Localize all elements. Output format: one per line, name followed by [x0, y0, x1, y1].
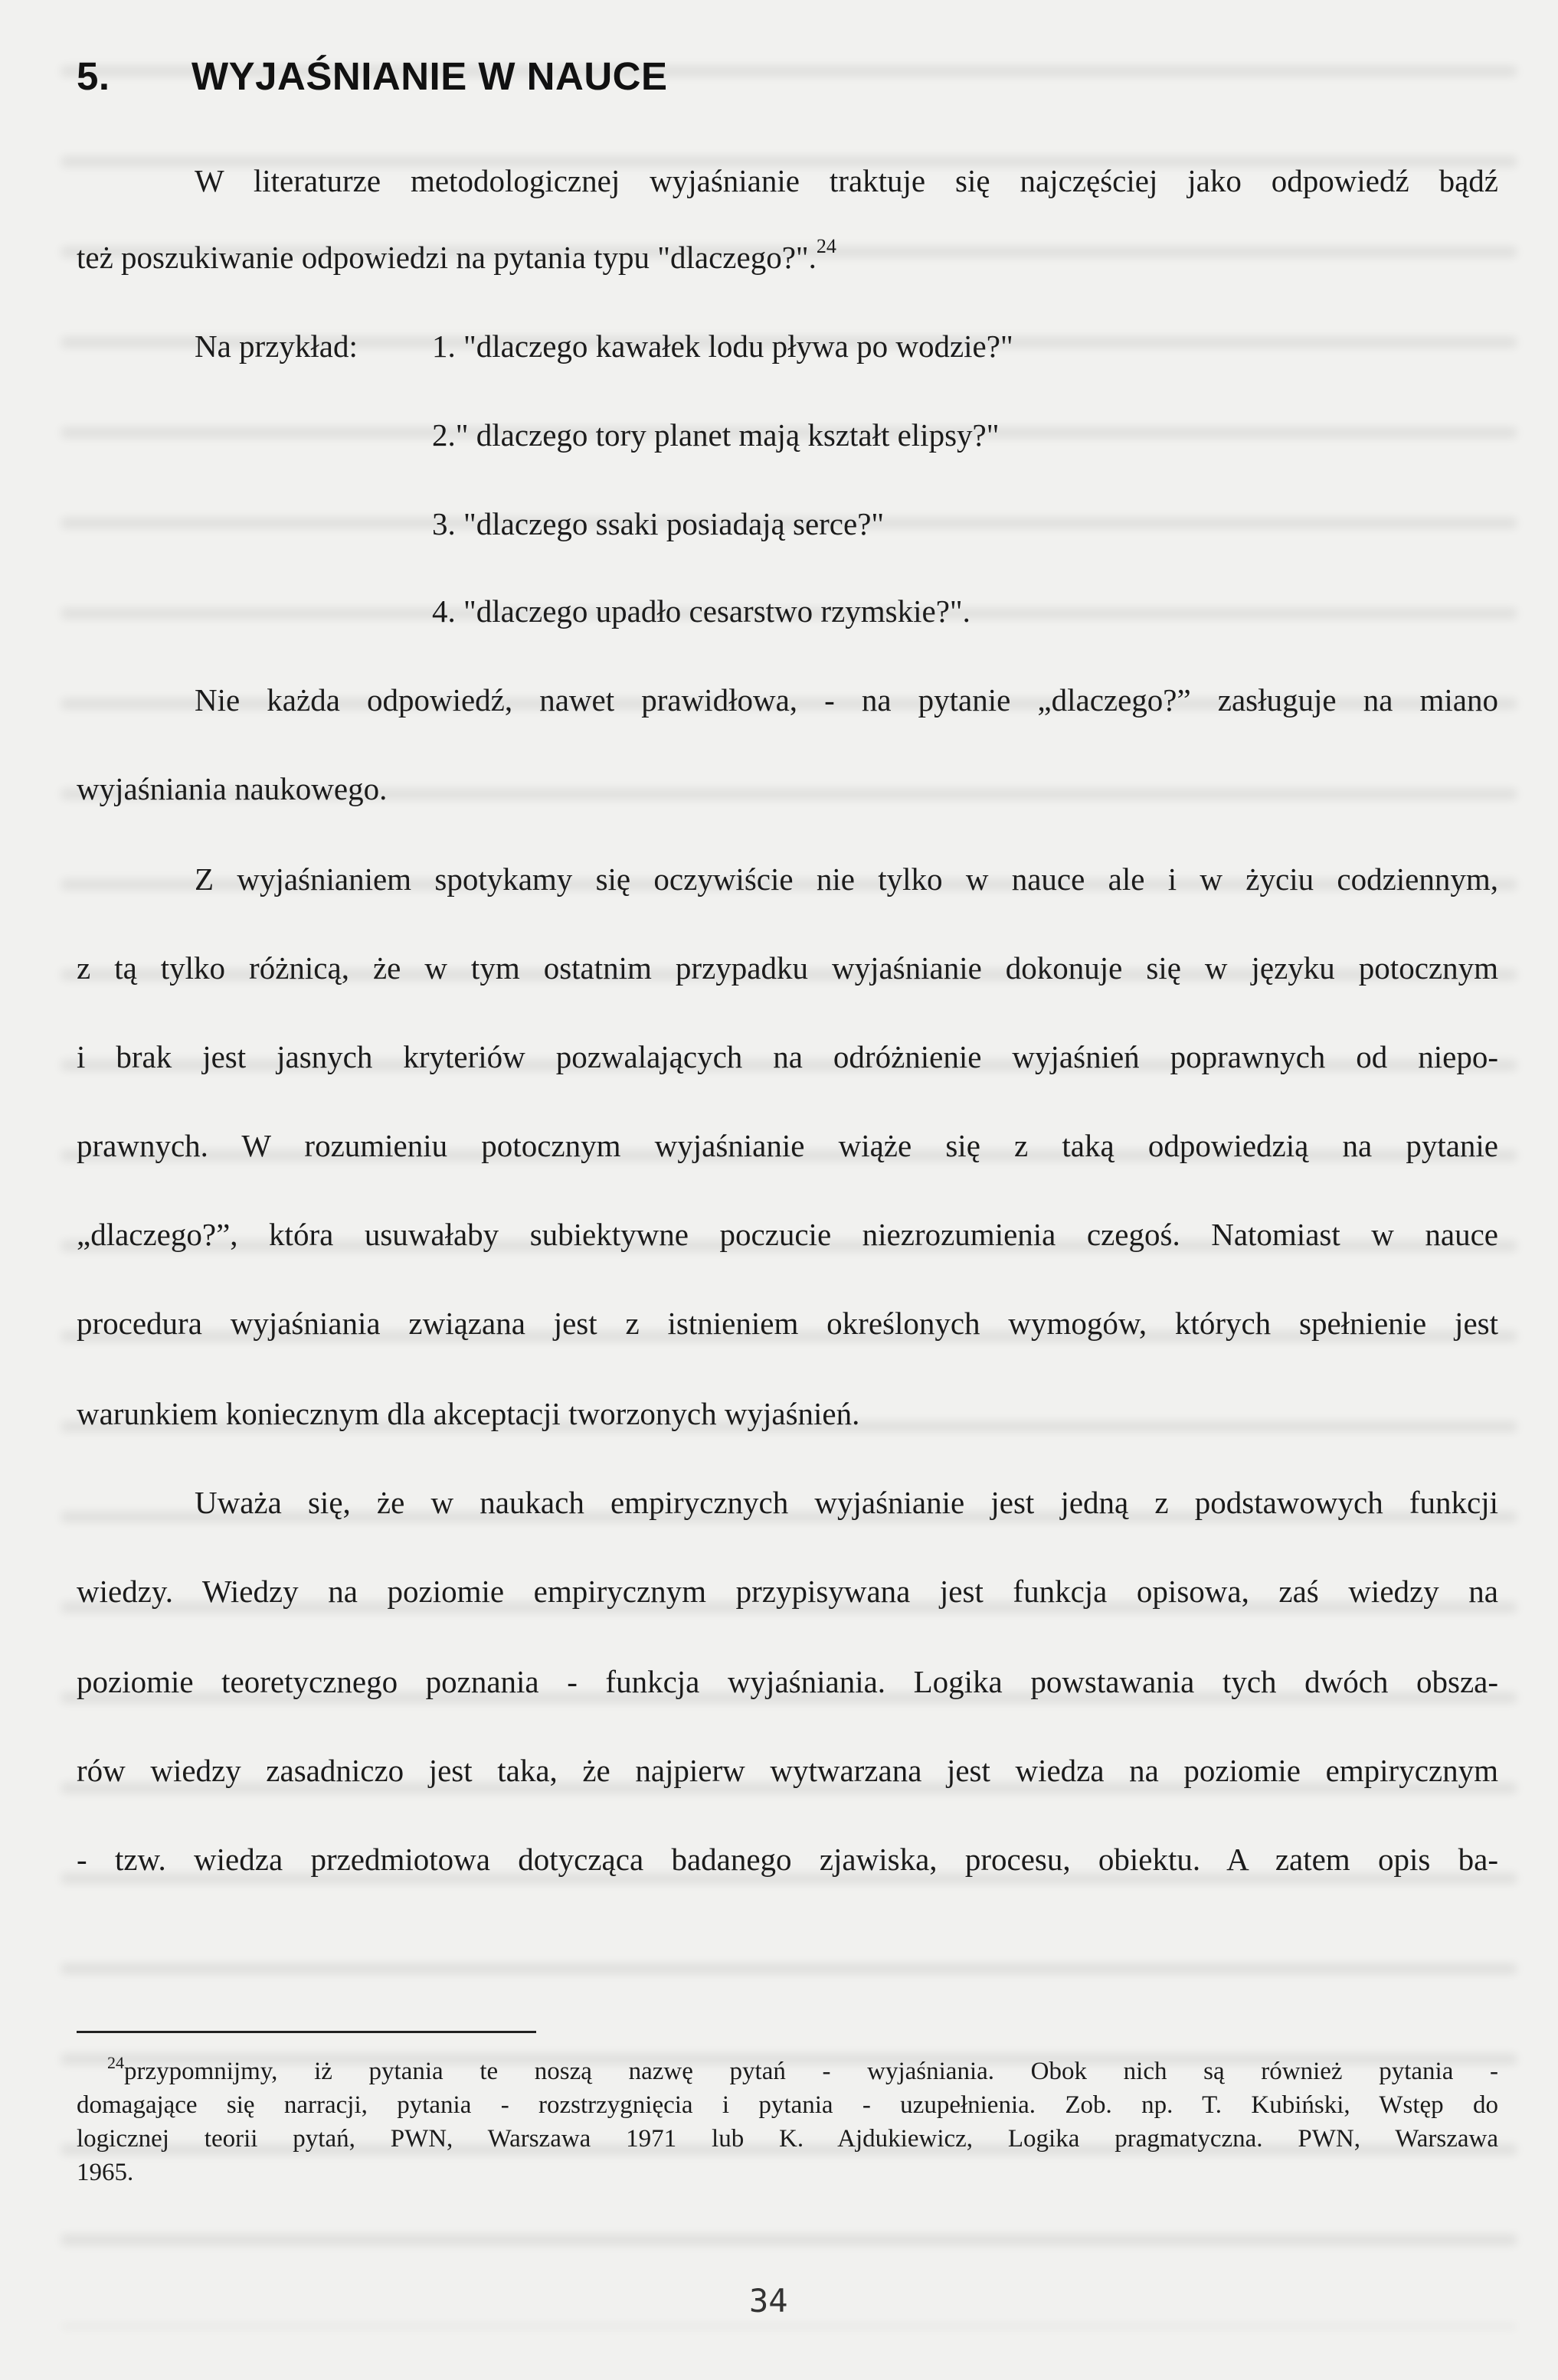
section-heading	[77, 54, 668, 99]
paragraph-3-line-1: Uważa się, że w naukach empirycznych wyjaśnianie jest jedną z podstawowych funkcji	[195, 1485, 1498, 1520]
page-number: 34	[749, 2282, 788, 2320]
footnote-line-2: domagające się narracji, pytania - rozstrzygnięcia i pytania - uzupełnienia. Zob. np. T. Kubiński, Wstęp do	[77, 2091, 1498, 2119]
footnote-line-1: $^{24}$przypomnijmy, iż pytania te noszą nazwę pytań - wyjaśniania. Obok nich są również pytania -	[107, 2053, 1498, 2085]
footnote-line-4: 1965.	[77, 2159, 134, 2186]
paragraph-2-line-7: warunkiem koniecznym dla akceptacji tworzonych wyjaśnień.	[77, 1396, 860, 1431]
paragraph-3-line-3: poziomie teoretycznego poznania - funkcja wyjaśniania. Logika powstawania tych dwóch obsza-	[77, 1664, 1498, 1699]
examples-label: Na przykład:	[195, 329, 358, 364]
section-number: 5.	[77, 54, 110, 98]
example-item-1: 1. "dlaczego kawałek lodu pływa po wodzie?"	[432, 329, 1013, 364]
footnote-separator	[77, 2031, 536, 2033]
paragraph-2-line-6: procedura wyjaśniania związana jest z istnieniem określonych wymogów, których spełnienie jest	[77, 1306, 1498, 1341]
paragraph-2-line-4: prawnych. W rozumieniu potocznym wyjaśnianie wiąże się z taką odpowiedzią na pytanie	[77, 1128, 1498, 1163]
intro-line-2: też poszukiwanie odpowiedzi na pytania typu "dlaczego?".$^{24}$	[77, 235, 836, 275]
example-item-4: 4. "dlaczego upadło cesarstwo rzymskie?".	[432, 593, 970, 629]
footnote-ref: 24	[816, 235, 836, 257]
section-title: WYJAŚNIANIE W NAUCE	[191, 54, 668, 98]
example-item-2: 2." dlaczego tory planet mają kształt elipsy?"	[432, 417, 1000, 453]
paragraph-3-line-4: rów wiedzy zasadniczo jest taka, że najpierw wytwarzana jest wiedza na poziomie empirycznym	[77, 1753, 1498, 1788]
paragraph-1-line-2: wyjaśniania naukowego.	[77, 771, 388, 806]
paragraph-3-line-5: - tzw. wiedza przedmiotowa dotycząca badanego zjawiska, procesu, obiektu. A zatem opis ba-	[77, 1842, 1498, 1877]
paragraph-2-line-2: z tą tylko różnicą, że w tym ostatnim przypadku wyjaśnianie dokonuje się w języku potocznym	[77, 950, 1498, 986]
intro-line-1: W literaturze metodologicznej wyjaśnianie traktuje się najczęściej jako odpowiedź bądź	[195, 163, 1498, 198]
paragraph-3-line-2: wiedzy. Wiedzy na poziomie empirycznym przypisywana jest funkcja opisowa, zaś wiedzy na	[77, 1574, 1498, 1609]
example-item-3: 3. "dlaczego ssaki posiadają serce?"	[432, 506, 885, 541]
footnote-line-3: logicznej teorii pytań, PWN, Warszawa 1971 lub K. Ajdukiewicz, Logika pragmatyczna. PWN, Warszawa	[77, 2125, 1498, 2153]
paragraph-2-line-1: Z wyjaśnianiem spotykamy się oczywiście nie tylko w nauce ale i w życiu codziennym,	[195, 861, 1498, 897]
paragraph-2-line-3: i brak jest jasnych kryteriów pozwalających na odróżnienie wyjaśnień poprawnych od niepo-	[77, 1039, 1498, 1074]
footnote-marker: 24	[107, 2053, 124, 2072]
paragraph-2-line-5: „dlaczego?”, która usuwałaby subiektywne poczucie niezrozumienia czegoś. Natomiast w nauce	[77, 1217, 1498, 1252]
paragraph-1-line-1: Nie każda odpowiedź, nawet prawidłowa, - na pytanie „dlaczego?” zasługuje na miano	[195, 682, 1498, 718]
